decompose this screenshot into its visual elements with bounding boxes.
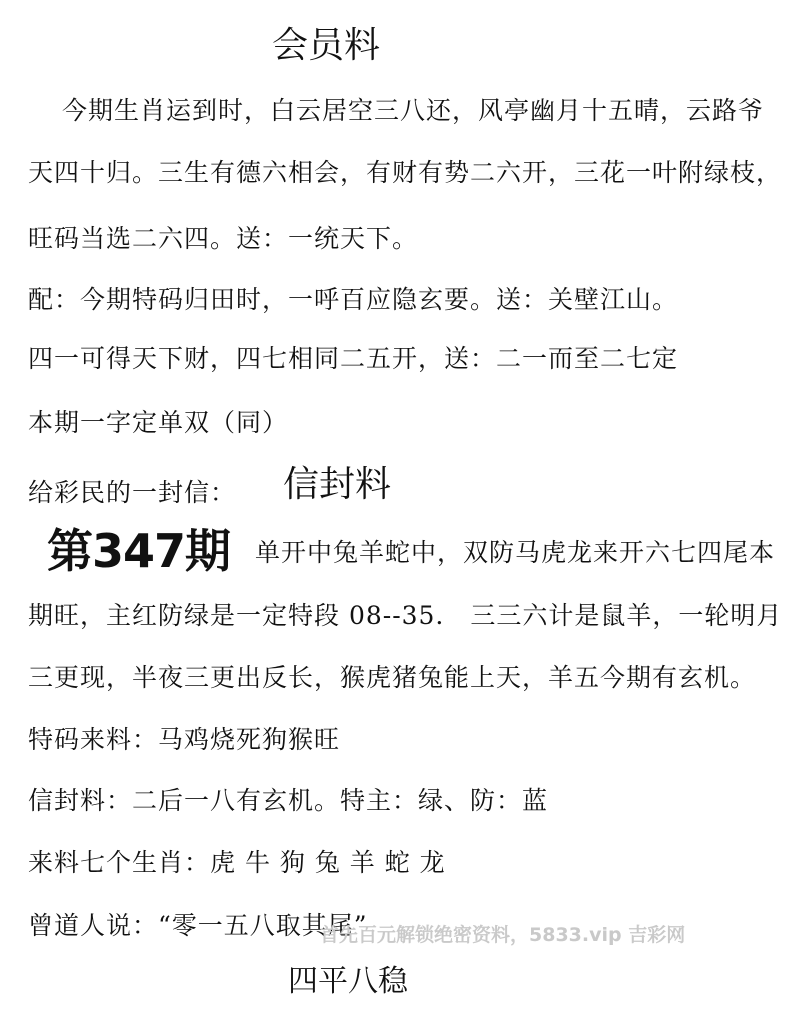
paragraph2-line3: 三更现，半夜三更出反长，猴虎猪兔能上天，羊五今期有玄机。: [28, 663, 757, 692]
pei-line: 配：今期特码归田时，一呼百应隐玄要。送：关壁江山。: [28, 285, 679, 314]
daoren-line: 曾道人说：“零一五八取其尾”: [28, 911, 368, 940]
letter-label: 给彩民的一封信：: [28, 478, 237, 507]
member-title: 会员料: [272, 25, 381, 66]
watermark-text: 首先百元解锁绝密资料，5833.vip 吉彩网: [320, 924, 686, 946]
issue-label: 第347期: [47, 524, 231, 578]
seven-zodiac-line: 来料七个生肖：虎 牛 狗 兔 羊 蛇 龙: [28, 848, 446, 877]
paragraph1-line2: 天四十归。三生有德六相会，有财有势二六开，三花一叶附绿枝，: [28, 158, 783, 187]
paragraph1-line3: 旺码当选二六四。送：一统天下。: [28, 224, 419, 253]
paragraph1-line1: 今期生肖运到时，白云居空三八还，风亭幽月十五晴，云路爷: [62, 96, 765, 125]
paragraph2-line2: 期旺，主红防绿是一定特段 08--35． 三三六计是鼠羊，一轮明月: [28, 601, 783, 630]
footer-title: 四平八稳: [288, 964, 408, 999]
envelope-title: 信封料: [283, 464, 392, 505]
envelope-line: 信封料：二后一八有玄机。特主：绿、防：蓝: [28, 786, 549, 815]
si-yi-line: 四一可得天下财，四七相同二五开，送：二一而至二七定: [28, 344, 679, 373]
danshuang-line: 本期一字定单双（同）: [28, 408, 289, 437]
paragraph2-line1: 单开中兔羊蛇中，双防马虎龙来开六七四尾本: [255, 538, 776, 567]
tema-line: 特码来料：马鸡烧死狗猴旺: [28, 725, 341, 754]
